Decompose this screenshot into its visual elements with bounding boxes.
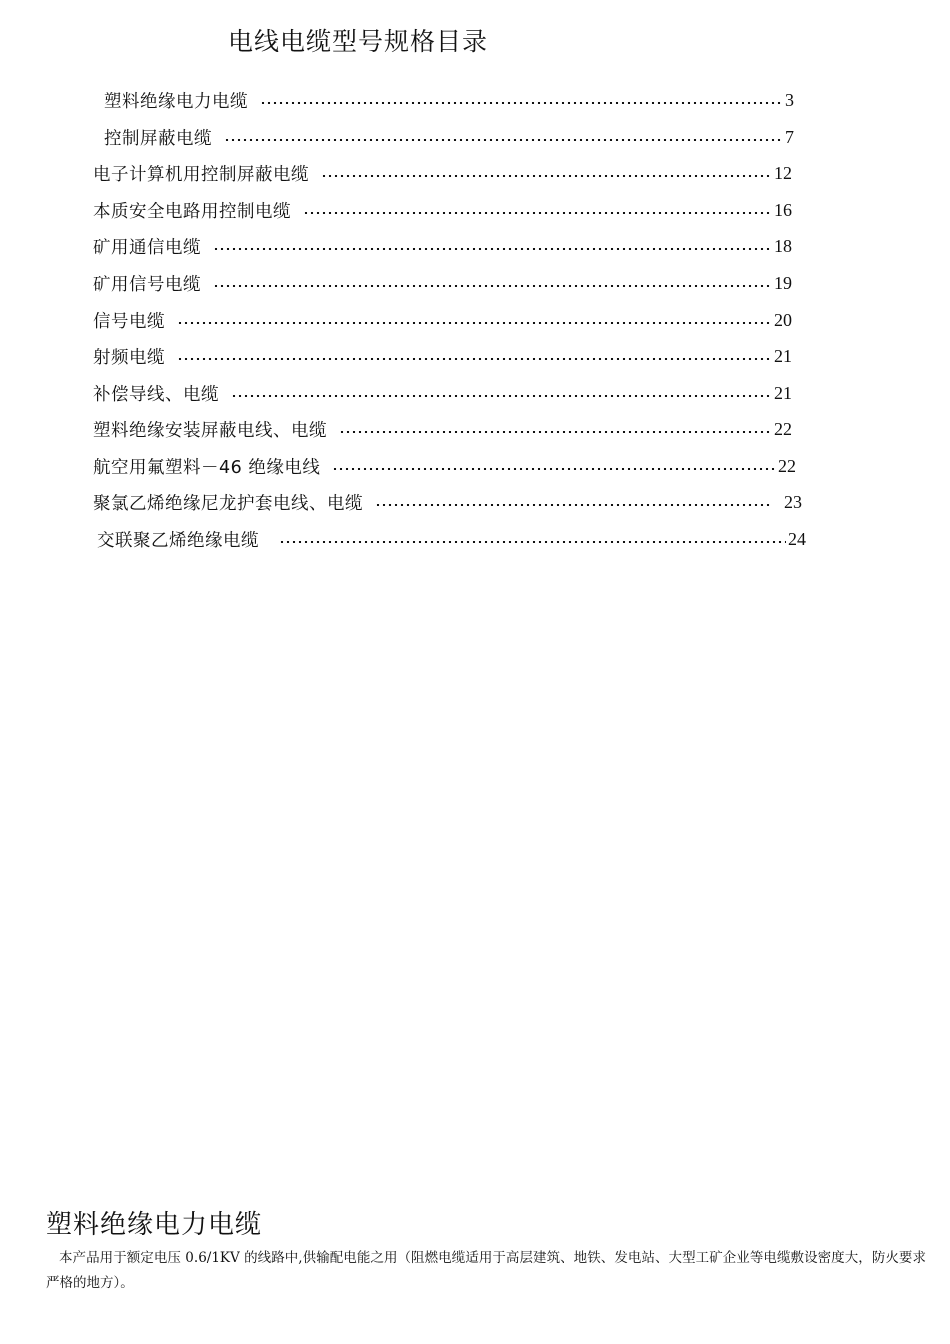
toc-entry-label: 塑料绝缘安装屏蔽电线、电缆 xyxy=(93,420,327,441)
toc-entry-label: 矿用信号电缆 xyxy=(93,274,201,295)
toc-entry[interactable] xyxy=(93,343,792,369)
toc-entry[interactable] xyxy=(93,307,792,333)
toc-entry[interactable] xyxy=(93,233,792,259)
toc-entry-label: 电子计算机用控制屏蔽电缆 xyxy=(93,164,309,185)
toc-leader-dots xyxy=(260,102,783,104)
toc-entry-label: 信号电缆 xyxy=(93,311,165,332)
toc-entry-page: 20 xyxy=(774,309,792,330)
toc-leader-dots xyxy=(224,139,783,141)
toc-entry[interactable] xyxy=(97,526,806,552)
section-paragraph: 本产品用于额定电压 0.6/1KV 的线路中,供输配电能之用（阻燃电缆适用于高层建筑、地铁、发电站、大型工矿企业等电缆敷设密度大，防火要求严格的地方）。 xyxy=(46,1250,926,1291)
toc-entry-page: 18 xyxy=(774,235,792,256)
toc-entry[interactable] xyxy=(93,416,792,442)
table-of-contents xyxy=(0,0,950,560)
toc-entry-page: 16 xyxy=(774,199,792,220)
toc-entry-page: 21 xyxy=(774,382,792,403)
toc-leader-dots xyxy=(177,322,772,324)
toc-leader-dots xyxy=(375,504,772,506)
toc-entry-page: 22 xyxy=(774,418,792,439)
toc-entry[interactable] xyxy=(93,453,796,479)
toc-entry[interactable] xyxy=(93,489,802,515)
toc-leader-dots xyxy=(332,468,776,470)
toc-entry[interactable] xyxy=(93,160,792,186)
toc-entry-label: 塑料绝缘电力电缆 xyxy=(104,91,248,112)
document-title: 电线电缆型号规格目录 xyxy=(228,27,489,56)
toc-entry-label: 射频电缆 xyxy=(93,347,165,368)
toc-entry[interactable] xyxy=(104,124,794,150)
toc-entry-label: 本质安全电路用控制电缆 xyxy=(93,201,291,222)
toc-entry-label: 矿用通信电缆 xyxy=(93,237,201,258)
toc-entry-page: 22 xyxy=(778,455,796,476)
toc-leader-dots xyxy=(213,285,772,287)
toc-entry-label: 交联聚乙烯绝缘电缆 xyxy=(97,530,259,551)
toc-entry-page: 21 xyxy=(774,345,792,366)
toc-entry-page: 23 xyxy=(784,491,802,512)
toc-leader-dots xyxy=(321,175,772,177)
toc-entry[interactable] xyxy=(93,197,792,223)
toc-entry[interactable] xyxy=(93,270,792,296)
toc-leader-dots xyxy=(279,541,786,543)
toc-entry-label: 补偿导线、电缆 xyxy=(93,384,219,405)
toc-entry-label: 航空用氟塑料－46 绝缘电线 xyxy=(93,457,321,478)
toc-entry[interactable] xyxy=(93,380,792,406)
toc-entry-page: 3 xyxy=(785,89,794,110)
toc-entry-page: 24 xyxy=(788,528,806,549)
toc-leader-dots xyxy=(231,395,772,397)
toc-entry[interactable] xyxy=(104,87,794,113)
toc-entry-label: 聚氯乙烯绝缘尼龙护套电线、电缆 xyxy=(93,493,363,514)
toc-leader-dots xyxy=(177,358,772,360)
toc-entry-page: 19 xyxy=(774,272,792,293)
toc-leader-dots xyxy=(213,248,772,250)
toc-leader-dots xyxy=(339,431,772,433)
toc-leader-dots xyxy=(303,212,772,214)
toc-entry-label: 控制屏蔽电缆 xyxy=(104,128,212,149)
section-heading: 塑料绝缘电力电缆 xyxy=(46,1210,263,1240)
toc-entry-page: 12 xyxy=(774,162,792,183)
toc-entry-page: 7 xyxy=(785,126,794,147)
